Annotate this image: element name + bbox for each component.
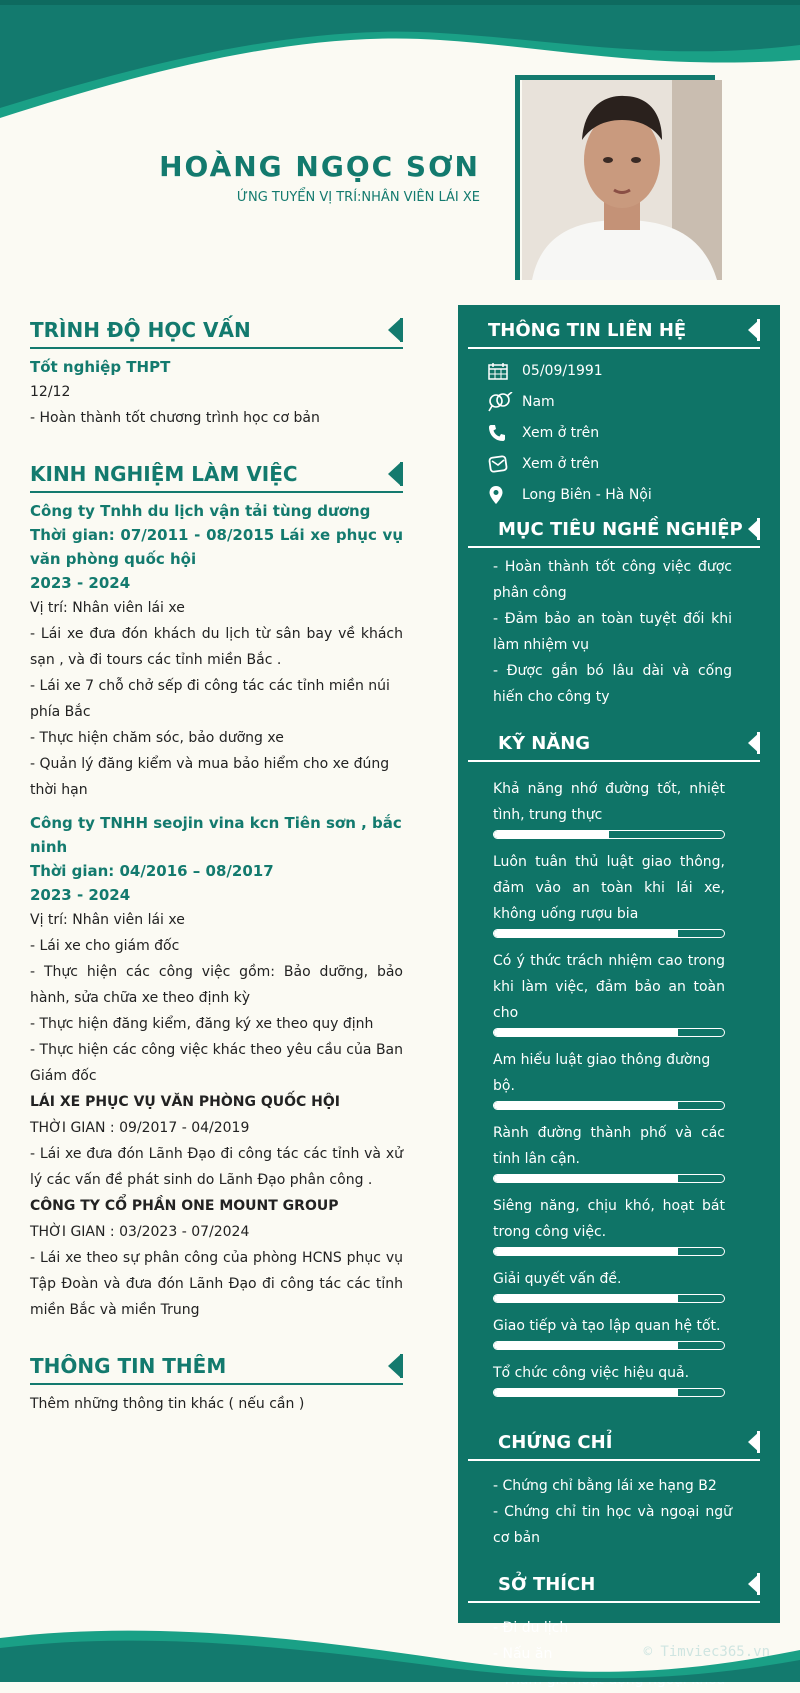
- skills-list: [458, 776, 780, 1397]
- phone-icon: [488, 422, 522, 444]
- contact-title-text: THÔNG TIN LIÊN HỆ: [488, 320, 687, 341]
- experience-title: [30, 459, 403, 493]
- more-info-title: [30, 1351, 403, 1385]
- skill-fill: [494, 1389, 678, 1396]
- certificate-item: - Chứng chỉ bằng lái xe hạng B2: [493, 1478, 717, 1494]
- skill-fill: [494, 1248, 678, 1255]
- job2-line: Vị trí: Nhân viên lái xe: [30, 912, 185, 928]
- contact-list: [458, 349, 780, 510]
- job1-years: 2023 - 2024: [30, 574, 131, 592]
- job1-line: - Lái xe đưa đón khách du lịch từ sân bay về khách sạn , và đi tours các tỉnh miền Bắc .: [30, 626, 403, 668]
- skill-label: Có ý thức trách nhiệm cao trong khi làm việc, đảm bảo an toàn cho: [493, 953, 725, 1021]
- job1-company: Công ty Tnhh du lịch vận tải tùng dương: [30, 502, 371, 520]
- skill-item: [458, 849, 780, 938]
- job1-line: - Thực hiện chăm sóc, bảo dưỡng xe: [30, 730, 284, 746]
- experience-section: [30, 459, 403, 1323]
- job1-line: Vị trí: Nhân viên lái xe: [30, 600, 185, 616]
- contact-title: [468, 317, 760, 349]
- more-info-desc: Thêm những thông tin khác ( nếu cần ): [30, 1396, 305, 1412]
- objective-title-text: MỤC TIÊU NGHỀ NGHIỆP: [498, 519, 743, 540]
- skill-item: [458, 1266, 780, 1303]
- extra2-time: THỜI GIAN : 03/2023 - 07/2024: [30, 1224, 250, 1240]
- skill-label: Am hiểu luật giao thông đường bộ.: [493, 1052, 711, 1094]
- extra1-title: LÁI XE PHỤC VỤ VĂN PHÒNG QUỐC HỘI: [30, 1094, 341, 1110]
- contact-email-text: Xem ở trên: [522, 455, 600, 472]
- contact-email: [488, 448, 780, 479]
- skill-item: [458, 1313, 780, 1350]
- skill-fill: [494, 1029, 678, 1036]
- education-title-text: TRÌNH ĐỘ HỌC VẤN: [30, 318, 251, 342]
- education-desc: - Hoàn thành tốt chương trình học cơ bản: [30, 410, 320, 426]
- flag-bar: [757, 732, 760, 754]
- objective-title: [468, 516, 760, 548]
- education-title: [30, 315, 403, 349]
- watermark: © Timviec365.vn: [643, 1644, 770, 1660]
- skill-bar: [493, 1174, 725, 1183]
- objective-item: - Được gắn bó lâu dài và cống hiến cho công ty: [493, 663, 732, 705]
- contact-birthday-text: 05/09/1991: [522, 362, 603, 379]
- job2-line: - Thực hiện đăng kiểm, đăng ký xe theo quy định: [30, 1016, 374, 1032]
- flag-bar: [757, 1431, 760, 1453]
- certificate-item: - Chứng chỉ tin học và ngoại ngữ cơ bản: [493, 1504, 732, 1546]
- skill-fill: [494, 831, 609, 838]
- contact-gender-text: Nam: [522, 393, 555, 410]
- skill-label: Luôn tuân thủ luật giao thông, đảm vảo an toàn khi lái xe, không uống rượu bia: [493, 854, 725, 922]
- hobby-item: - Đi du lịch: [493, 1620, 569, 1636]
- skill-bar: [493, 929, 725, 938]
- certificates-title-text: CHỨNG CHỈ: [498, 1432, 613, 1453]
- extra1-desc: - Lái xe đưa đón Lãnh Đạo đi công tác các tỉnh và xử lý các vấn đề phát sinh do Lãnh Đạo phân công .: [30, 1146, 403, 1188]
- skill-bar: [493, 1341, 725, 1350]
- job1-period: Thời gian: 07/2011 - 08/2015 Lái xe phục vụ văn phòng quốc hội: [30, 526, 403, 568]
- skill-bar: [493, 830, 725, 839]
- job2-company: Công ty TNHH seojin vina kcn Tiên sơn , bắc ninh: [30, 814, 402, 856]
- experience-title-text: KINH NGHIỆM LÀM VIỆC: [30, 462, 298, 486]
- left-column: [30, 315, 403, 1445]
- job2-years: 2023 - 2024: [30, 886, 131, 904]
- skill-item: [458, 948, 780, 1037]
- skill-bar: [493, 1294, 725, 1303]
- job2-line: - Lái xe cho giám đốc: [30, 938, 180, 954]
- education-degree: Tốt nghiệp THPT: [30, 358, 171, 376]
- skill-fill: [494, 930, 678, 937]
- more-info-section: [30, 1351, 403, 1417]
- objective-item: - Hoàn thành tốt công việc được phân công: [493, 559, 732, 601]
- certificates-list: [458, 1473, 780, 1551]
- contact-address: [488, 479, 780, 510]
- calendar-icon: [488, 360, 522, 382]
- gender-icon: [488, 391, 522, 413]
- avatar: [522, 80, 722, 280]
- skill-label: Rành đường thành phố và các tỉnh lân cận.: [493, 1125, 725, 1167]
- contact-phone-text: Xem ở trên: [522, 424, 600, 441]
- job1-line: - Lái xe 7 chỗ chở sếp đi công tác các tỉnh miền núi phía Bắc: [30, 678, 390, 720]
- skill-label: Giao tiếp và tạo lập quan hệ tốt.: [493, 1318, 721, 1334]
- contact-birthday: [488, 355, 780, 386]
- skill-bar: [493, 1247, 725, 1256]
- more-info-title-text: THÔNG TIN THÊM: [30, 1354, 227, 1378]
- skill-item: [458, 1193, 780, 1256]
- contact-phone: [488, 417, 780, 448]
- skill-fill: [494, 1295, 678, 1302]
- flag-bar: [400, 462, 403, 486]
- job2-line: - Thực hiện các công việc gồm: Bảo dưỡng, bảo hành, sửa chữa xe theo định kỳ: [30, 964, 403, 1006]
- skill-bar: [493, 1101, 725, 1110]
- skill-item: [458, 1047, 780, 1110]
- certificates-title: [468, 1429, 760, 1461]
- objective-list: [458, 554, 780, 710]
- flag-bar: [400, 318, 403, 342]
- job2-period: Thời gian: 04/2016 – 08/2017: [30, 862, 274, 880]
- skills-title-text: KỸ NĂNG: [498, 733, 591, 754]
- skill-fill: [494, 1175, 678, 1182]
- skill-fill: [494, 1342, 678, 1349]
- skill-item: [458, 1360, 780, 1397]
- hobby-item: - Nấu ăn: [493, 1646, 553, 1662]
- avatar-portrait: [522, 80, 722, 280]
- skill-label: Siêng năng, chịu khó, hoạt bát trong công việc.: [493, 1198, 725, 1240]
- candidate-name: HOÀNG NGỌC SƠN: [159, 150, 480, 183]
- flag-bar: [757, 518, 760, 540]
- skill-label: Giải quyết vấn đề.: [493, 1271, 622, 1287]
- location-pin-icon: [488, 484, 522, 506]
- flag-bar: [757, 319, 760, 341]
- flag-bar: [757, 1573, 760, 1595]
- skill-fill: [494, 1102, 678, 1109]
- education-section: [30, 315, 403, 431]
- objective-item: - Đảm bảo an toàn tuyệt đối khi làm nhiệm vụ: [493, 611, 732, 653]
- applied-position: ỨNG TUYỂN VỊ TRÍ:NHÂN VIÊN LÁI XE: [236, 190, 480, 205]
- skill-item: [458, 1120, 780, 1183]
- skill-item: [458, 776, 780, 839]
- hobbies-title: [468, 1571, 760, 1603]
- contact-gender: [488, 386, 780, 417]
- flag-bar: [400, 1354, 403, 1378]
- skill-label: Tổ chức công việc hiệu quả.: [493, 1365, 690, 1381]
- job1-line: - Quản lý đăng kiểm và mua bảo hiểm cho xe đúng thời hạn: [30, 756, 390, 798]
- extra2-title: CÔNG TY CỔ PHẦN ONE MOUNT GROUP: [30, 1198, 339, 1214]
- skill-bar: [493, 1028, 725, 1037]
- email-icon: [488, 453, 522, 475]
- hobbies-title-text: SỞ THÍCH: [498, 1574, 596, 1595]
- skill-label: Khả năng nhớ đường tốt, nhiệt tình, trung thực: [493, 781, 725, 823]
- skills-title: [468, 730, 760, 762]
- skill-bar: [493, 1388, 725, 1397]
- extra1-time: THỜI GIAN : 09/2017 - 04/2019: [30, 1120, 250, 1136]
- extra2-desc: - Lái xe theo sự phân công của phòng HCNS phục vụ Tập Đoàn và đưa đón Lãnh Đạo đi công tác các tỉnh miền Bắc và miền Trung: [30, 1250, 403, 1318]
- education-date: 12/12: [30, 384, 71, 400]
- contact-address-text: Long Biên - Hà Nội: [522, 486, 652, 503]
- job2-line: - Thực hiện các công việc khác theo yêu cầu của Ban Giám đốc: [30, 1042, 403, 1084]
